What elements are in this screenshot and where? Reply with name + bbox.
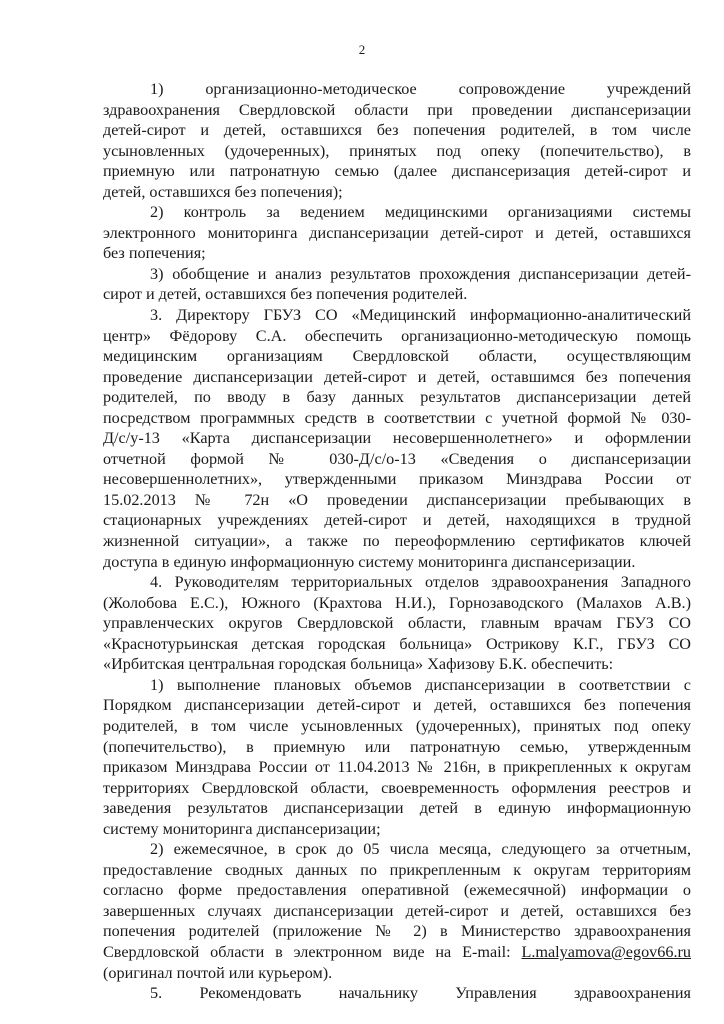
text-line [103, 921, 691, 942]
text-line-content: центр» Фёдорову С.А. обеспечить организационно-методическую помощь [103, 326, 691, 345]
text-line [103, 942, 691, 963]
text-line-content: согласно форме предоставления оперативной (ежемесячной) информации о [103, 881, 691, 900]
text-line [103, 572, 691, 593]
text-line-content: «Ирбитская центральная городская больница» Хафизову Б.К. обеспечить: [103, 655, 614, 674]
text-line-content: стационарных учреждениях детей-сирот и детей, находящихся в трудной [103, 511, 691, 530]
text-line [103, 387, 691, 408]
text-line [103, 223, 691, 244]
text-line [103, 613, 691, 634]
text-line-content: 1) организационно-методическое сопровождение учреждений [150, 80, 691, 98]
text-line [103, 161, 691, 182]
text-line-content: без попечения; [103, 244, 206, 263]
text-line-content: завершенных случаях диспансеризации детей-сирот и детей, оставшихся без [103, 901, 691, 920]
text-line-content: доступа в единую информационную систему мониторинга диспансеризации. [103, 552, 636, 571]
text-line [103, 469, 691, 490]
text-line [103, 634, 691, 655]
text-line-content: посредством программных средств в соответствии с учетной формой № 030- [103, 408, 691, 427]
text-line [103, 79, 691, 100]
text-line [103, 367, 691, 388]
text-line [103, 120, 691, 141]
text-line [103, 531, 691, 552]
text-line [103, 798, 691, 819]
page-number: 2 [358, 42, 366, 57]
text-line-content: жизненной ситуации», а также по переоформлению сертификатов ключей [103, 532, 691, 551]
text-line [103, 510, 691, 531]
text-line [103, 428, 691, 449]
text-line [103, 141, 691, 162]
text-line [103, 963, 691, 984]
text-line-content: управленческих округов Свердловской области, главным врачам ГБУЗ СО [103, 614, 691, 633]
text-line-content: родителей, по вводу в базу данных результатов диспансеризации детей [103, 388, 691, 407]
email-link[interactable]: L.malyamova@egov66.ru [521, 942, 691, 961]
text-line [103, 264, 691, 285]
text-line-content: 15.02.2013 № 72н «О проведении диспансеризации пребывающих в [103, 490, 691, 509]
text-line [103, 326, 691, 347]
text-line-content: здравоохранения Свердловской области при проведении диспансеризации [103, 100, 691, 119]
text-line-content: медицинским организациям Свердловской области, осуществляющим [103, 347, 691, 366]
text-line-content: (попечительство), в приемную или патронатную семью, утвержденным [103, 737, 691, 756]
text-line-content: попечения родителей (приложение № 2) в Министерство здравоохранения [103, 922, 691, 941]
text-line [103, 675, 691, 696]
text-line-content: электронного мониторинга диспансеризации детей-сирот и детей, оставшихся [103, 223, 691, 242]
text-line [103, 202, 691, 223]
text-line [103, 860, 691, 881]
text-line [103, 778, 691, 799]
text-line [103, 100, 691, 121]
text-line [103, 757, 691, 778]
text-line [103, 449, 691, 470]
text-line [103, 880, 691, 901]
text-line [103, 490, 691, 511]
text-line [103, 182, 691, 203]
text-line-content: Порядком диспансеризации детей-сирот и детей, оставшихся без попечения [103, 696, 691, 715]
text-line-content: несовершеннолетних», утвержденными приказом Минздрава России от [103, 470, 691, 489]
text-line [103, 243, 691, 264]
text-line [103, 901, 691, 922]
text-line-content: 3. Директору ГБУЗ СО «Медицинский информационно-аналитический [150, 306, 691, 325]
text-line-content: детей-сирот и детей, оставшихся без попечения родителей, в том числе [103, 121, 691, 140]
text-line-content: «Краснотурьинская детская городская больница» Острикову К.Г., ГБУЗ СО [103, 634, 691, 653]
text-line-content: приказом Минздрава России от 11.04.2013 № 216н, в прикрепленных к округам [103, 758, 691, 777]
text-line-content: территориях Свердловской области, своевременность оформления реестров и [103, 778, 691, 797]
text-line-content: Д/с/у-13 «Карта диспансеризации несовершеннолетнего» и оформлении [103, 429, 691, 448]
text-line-content: 4. Руководителям территориальных отделов здравоохранения Западного [150, 573, 691, 592]
text-line-content: сирот и детей, оставшихся без попечения родителей. [103, 285, 468, 304]
text-line [103, 819, 691, 840]
text-line [103, 654, 691, 675]
text-line-content: (Жолобова Е.С.), Южного (Крахтова Н.И.), Горнозаводского (Малахов А.В.) [103, 593, 691, 612]
text-line [103, 408, 691, 429]
text-line-content: 2) контроль за ведением медицинскими организациями системы [150, 203, 691, 222]
text-line-content: детей, оставшихся без попечения); [103, 182, 343, 201]
text-line-content: приемную или патронатную семью (далее диспансеризация детей-сирот и [103, 162, 691, 181]
text-line-content: усыновленных (удочеренных), принятых под опеку (попечительство), в [103, 141, 691, 160]
text-line-content: предоставление сводных данных по прикрепленным к округам территориям [103, 860, 691, 879]
document-body [103, 79, 691, 1004]
text-line-content: 5. Рекомендовать начальнику Управления здравоохранения [150, 984, 691, 1003]
text-line-content: проведение диспансеризации детей-сирот и детей, оставшимся без попечения [103, 367, 691, 386]
text-line [103, 716, 691, 737]
text-line [103, 305, 691, 326]
text-line [103, 983, 691, 1004]
text-line-content: 2) ежемесячное, в срок до 05 числа месяца, следующего за отчетным, [150, 840, 691, 859]
text-line-content: отчетной формой № 030-Д/с/о-13 «Сведения о диспансеризации [103, 449, 691, 468]
text-line [103, 737, 691, 758]
text-line [103, 552, 691, 573]
text-line [103, 593, 691, 614]
text-line-content: (оригинал почтой или курьером). [103, 963, 333, 982]
text-line-content: Свердловской области в электронном виде на E-mail: [103, 942, 522, 961]
text-line-content: 1) выполнение плановых объемов диспансеризации в соответствии с [150, 675, 691, 694]
text-line [103, 346, 691, 367]
text-line-content: заведения результатов диспансеризации детей в единую информационную [103, 799, 691, 818]
text-line [103, 839, 691, 860]
text-line [103, 695, 691, 716]
text-line-content: систему мониторинга диспансеризации; [103, 819, 381, 838]
text-line-content: родителей, в том числе усыновленных (удочеренных), принятых под опеку [103, 716, 691, 735]
text-line-content: 3) обобщение и анализ результатов прохождения диспансеризации детей- [150, 264, 691, 283]
text-line [103, 284, 691, 305]
